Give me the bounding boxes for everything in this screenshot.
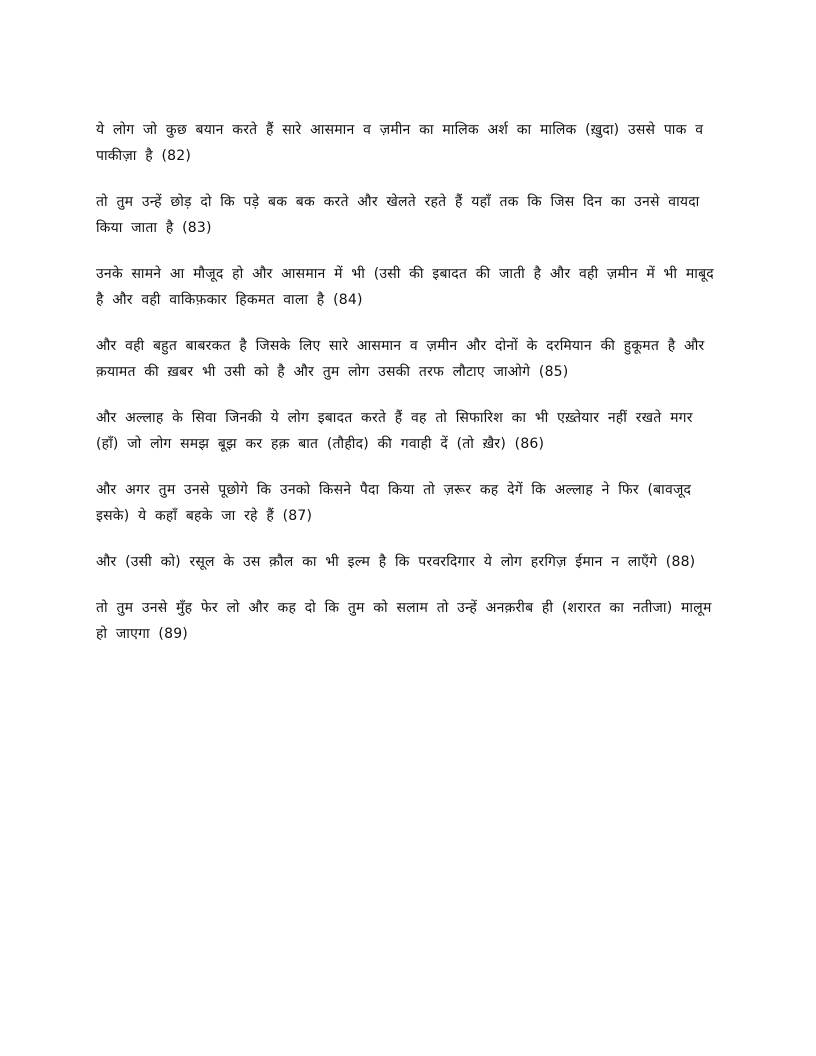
document-body [96,117,720,647]
verse-85: और वही बहुत बाबरकत है जिसके लिए सारे आसमान व ज़मीन और दोनों के दरमियान की हुकूमत है और क़यामत की ख़बर भी उसी को है और तुम लोग उसकी तरफ लौटाए जाओगे (85) [96,338,705,380]
verse-88: और (उसी को) रसूल के उस क़ौल का भी इल्म है कि परवरदिगार ये लोग हरगिज़ ईमान न लाएँगे (88) [96,554,696,570]
verse-86: और अल्लाह के सिवा जिनकी ये लोग इबादत करते हैं वह तो सिफारिश का भी एख़्तेयार नहीं रखते मगर (हाँ) जो लोग समझ बूझ कर हक़ बात (तौहीद) की गवाही दें (तो ख़ैर) (86) [96,410,693,452]
verse-87: और अगर तुम उनसे पूछोगे कि उनको किसने पैदा किया तो ज़रूर कह देगें कि अल्लाह ने फिर (बावजूद इसके) ये कहाँ बहके जा रहे हैं (87) [96,482,692,524]
verse-82: ये लोग जो कुछ बयान करते हैं सारे आसमान व ज़मीन का मालिक अर्श का मालिक (ख़ुदा) उससे पाक व पाकीज़ा है (82) [96,122,704,164]
verse-89: तो तुम उनसे मुँह फेर लो और कह दो कि तुम को सलाम तो उन्हें अनक़रीब ही (शरारत का नतीजा) मालूम हो जाएगा (89) [96,600,712,642]
verse-83: तो तुम उन्हें छोड़ दो कि पड़े बक बक करते और खेलते रहते हैं यहाँ तक कि जिस दिन का उनसे वायदा किया जाता है (83) [96,194,700,236]
verse-84: उनके सामने आ मौजूद हो और आसमान में भी (उसी की इबादत की जाती है और वही ज़मीन में भी माबूद है और वही वाकिफ़कार हिकमत वाला है (84) [96,266,714,308]
